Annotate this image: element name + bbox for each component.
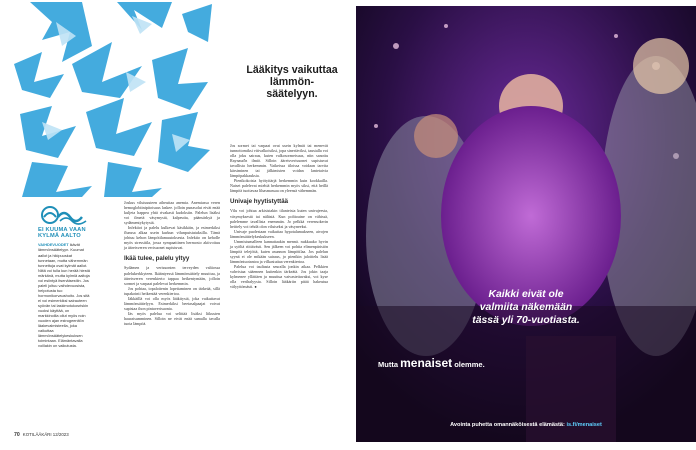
paragraph: Vilu voi johtua arkisistakin tilanteista kuten univajeesta, väsymyksestä tai nälästä. Kun polttoaine on vähissä, palelemme tavallista enemmän. Jo pelkkä verensokerin heittely voi tehdä olon viluiseksi ja väsyneeksi. (230, 208, 328, 229)
page-number: 70 (14, 432, 20, 438)
sidebar-body (38, 242, 90, 348)
paragraph: Ummistumalleen kannattaakin mennä. nukkuako hyvin ja syöltä riittävästi. Sen jälkeen voi pohtia elimenpäristön lämpöä telejöitä, kuten asunnon lämpötilaa. Jos palelun syynä ei ole mikään sairaus, jo pienikin jaloittelu lisää lämmöntuotantoa ja vilkastuttaa verenkiertoa. (230, 238, 328, 264)
sidebar-title: EI KUUMA VAAN KYLMÄ AALTO (38, 227, 86, 240)
sidebar-lead: VAIHDEVUODET (38, 242, 69, 248)
right-page-ad (356, 6, 696, 442)
paragraph: Pienikokoisia hyötyitärjä herkemmin kuin kookkailla. Naiset palelevat miehiä herkemmin myös siksi, että heillä lämpöä tuottavaa lihasmassaa on yleensä vähemmän. (230, 178, 328, 194)
ad-tagline (378, 356, 485, 370)
end-mark: ● (254, 284, 257, 290)
wave-icon (40, 205, 88, 225)
magazine-name: KOTILÄÄKÄRI 12/2023 (22, 432, 69, 437)
paragraph: Iäs myös palelua voi selittää lisäksi liikusten hauraisumminen. Silloin ne eivät enää samalla tavalla tuota lämpöä. (124, 310, 220, 326)
body-column-2 (230, 143, 328, 289)
snowflake-graphic (12, 2, 212, 197)
tagline-post: olemme. (454, 360, 485, 369)
tagline-pre: Mutta (378, 360, 398, 369)
sidebar-box (38, 205, 90, 348)
paragraph: Infektiot ja palelu kulkevat käsikkäin, ja esimerkiksi flunssa alkaa usein kurkun vilunpuistatuksilla. Tämä johtuu kehon lämpötilamuutoksesta. Infektio on keholle myös stressitila, jossa sympaattinen hermosto aktivoituu ja ääreisveren verisuonet supistuvat. (124, 225, 220, 251)
body-column-1 (124, 200, 220, 326)
ad-line: valmiita näkemään (479, 302, 573, 313)
paragraph: Univaje puolestaan vaikuttaa hypotalamukseen, aivojen lämmönsäätelykeskukseen. (230, 228, 328, 239)
footer-link[interactable]: is.fi/menaiset (566, 422, 602, 428)
paragraph: Jos sormet tai varpaat ovat usein kylmät tai menevät tunnottomiksi vitivalkoisiksi, jopa sinertäviksi, taustalla voi olla joku sairaus, kuten valkosormeisuus, niin sanottu Raynaud'n ilmiö. Silloin ääreisverisuonet supistuvat tavallista herkemmin. Vaikeissa tiloissa voidaan tarvita kärsiminen tai jälkimisten voidan lantetaivia lämpöpakkauksia. (230, 143, 328, 179)
paragraph: Iäkkäillä voi olla myös lääkitystä, joka vaikuttavat lämmönsäätelyyn. Esimerkiksi beetasalpaajat voivat supistaa ihon pintaverisuonia. (124, 295, 220, 311)
paragraph: Jos pohtaa, topaloitenin lopettaminen on tärkeää, sillä tupakointi heikentää verenkiertoa. (124, 285, 220, 296)
ad-line: Kaikki eivät ole (488, 289, 564, 300)
sidebar-text: ikävät lämmönsäätelyyn. Kuumat aallot ja hikipuuskat tunnetaan, mutta vähemmän tunnettuja ovat kylmät aallot. Niitä voi tulla kun herää hiestä märkänä, mutta kylmiä aaltoja voi esiintyä itsenäisestiin. Jos paleli joltuu vaihdevuosista, helpotusta tuo hormonikorvaushoito. Jos sitä ei voi esimerkiksi sairauteen syövän tai laskimotukosriskin vuoksi käyttää, on markkinoilla ollut myös noin vuoden ajan estrogeenitön läakevalmisteella, joka vaikuttaa lämmönsäätelykeskuksen toimintaan. Elämäntavalla voillakin on vaikutusta. (38, 242, 90, 349)
party-photo (356, 6, 696, 442)
paragraph: Joskus viluisuuteen aiheuttaa anemia. Anemiassa veren hemoglobiinipitoisuus laskee. jolloin punasolut eivät enää kuljeta happea yhtä rivakasti kudoksiin. Palelun lisäksi voi ilmetä väsymystä, kalpeutta, päänsärkyä ja sydämentykytystä. (124, 200, 220, 226)
ad-footer (356, 422, 696, 428)
paragraph-text: Palelua voi taultasta seuralla jonkin aikaa. Pelkkien vahvistaa sääennen kuitenkin tärkeätä. Jos jokin taaja kylmenee yllättäen ja muuttua vaivastettavaksi, voi kyse olla verihalyysta. Silloin lääkäriin pitää hakeutua välyyttömästi. (230, 263, 328, 290)
brand-name: menaiset (400, 356, 453, 370)
ad-headline (356, 288, 696, 327)
folio (14, 432, 69, 438)
article-headline: Lääkitys vaikuttaa lämmön-säätelyyn. (246, 64, 338, 100)
paragraph: Sydämen ja verisuonten terveyden valtiossa palelukerkkyteen. Ikääntyessä lämmönsäätely muuttuu, ja ääreisveren verenkierto tappaa heikentymään, jolloin sormet ja varpaat palelevat herkemmin. (124, 265, 220, 286)
footer-text: Avointa puhetta omannäköisestä elämästä: (450, 422, 565, 428)
subheading: Univaje hyytistyttää (230, 198, 289, 206)
subheading: Ikää tulee, palelu yltyy (124, 255, 190, 263)
ad-line: tässä yli 70-vuotiasta. (472, 315, 580, 326)
paragraph (230, 264, 328, 289)
